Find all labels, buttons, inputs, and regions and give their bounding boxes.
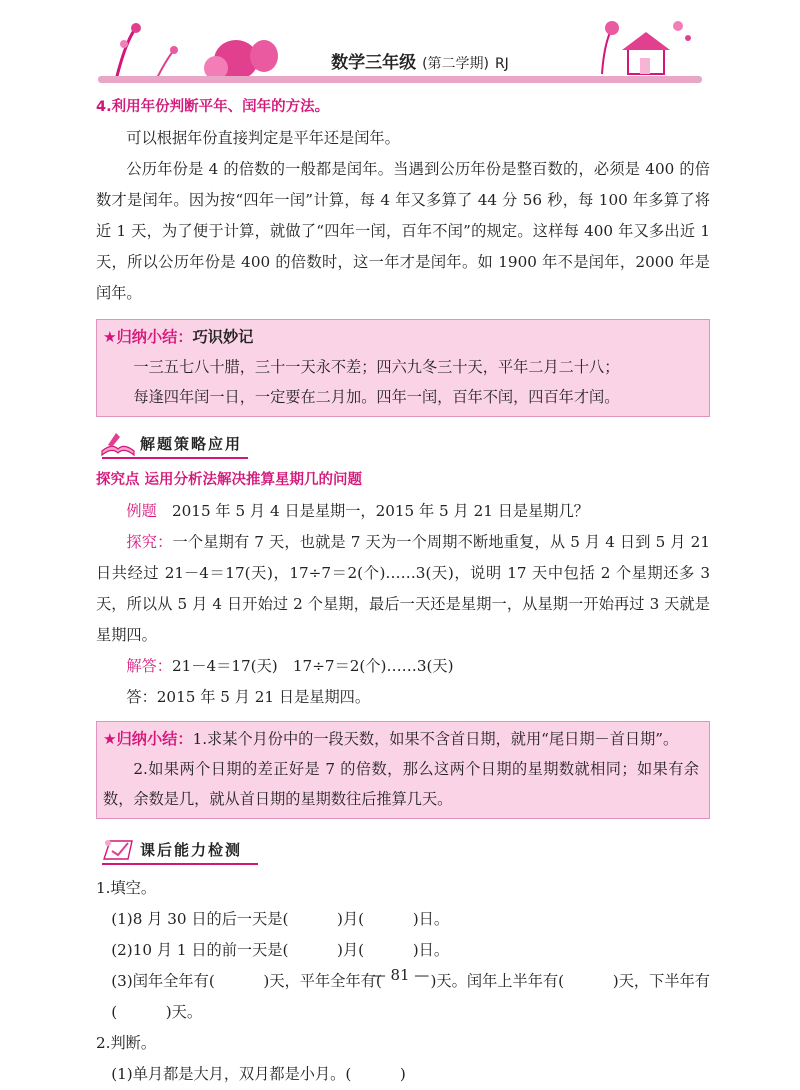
q2-1-text-a: (1)单月都是大月，双月都是小月。( (111, 1065, 352, 1083)
example-text: 2015 年 5 月 4 日是星期一，2015 年 5 月 21 日是星期几？ (171, 502, 589, 520)
q1-3-text-b: )天，平年全年有( (263, 972, 382, 990)
q1-1-text-b: )月( (337, 910, 365, 928)
q2-1-text-b: ) (399, 1065, 406, 1083)
section-check-label: 课后能力检测 (140, 841, 243, 859)
notebook-icon (98, 835, 138, 863)
summary-2-item-1-text: 1.求某个月份中的一段天数，如果不含首日期，就用“尾日期－首日期”。 (192, 730, 679, 748)
q1-1-text-a: (1)8 月 30 日的后一天是( (111, 910, 289, 928)
page-header (0, 0, 800, 90)
book-term: (第二学期) (422, 56, 490, 72)
section-strategy-header (96, 423, 710, 463)
solution-label: 解答： (126, 657, 172, 675)
page-content (96, 90, 710, 1090)
summary-2-item-2: 2.如果两个日期的差正好是 7 的倍数，那么这两个日期的星期数就相同；如果有余数，余数是几，就从首日期的星期数往后推算几天。 (103, 760, 699, 808)
question-2-title: 2.判断。 (96, 1034, 157, 1052)
q1-3-text-a: (3)闰年全年有( (111, 972, 215, 990)
book-title (300, 48, 540, 73)
summary-label: ★归纳小结： (103, 328, 193, 346)
summary-1-topic: 巧识妙记 (192, 328, 254, 346)
inquiry-text: 一个星期有 7 天，也就是 7 天为一个周期不断地重复，从 5 月 4 日到 5 月 21 日共经过 21－4＝17(天)，17÷7＝2(个)……3(天)，说明 17 天中包括 2 个星期还多 3 天，所以从 5 月 4 日开始过 2 个星期，最后一天还是星期一，从星期一开始再过 3 天就是星期四。 (96, 533, 710, 644)
page-number: — 81 — (370, 966, 430, 984)
question-1-1 (96, 904, 710, 935)
open-book-icon (98, 429, 138, 457)
summary-label: ★归纳小结： (103, 730, 193, 748)
q1-2-text-a: (2)10 月 1 日的前一天是( (111, 941, 289, 959)
inquiry-paragraph (96, 527, 710, 651)
q1-1-text-c: )日。 (412, 910, 450, 928)
example-line (96, 496, 710, 527)
method-paragraph-2: 公历年份是 4 的倍数的一般都是闰年。当遇到公历年份是整百数的，必须是 400 的倍数才是闰年。因为按“四年一闰”计算，每 4 年又多算了 44 分 56 秒，每 100 年多算了将近 1 天，为了便于计算，就做了“四年一闰，百年不闰”的规定。这样每 400 年又多出近 1 天，所以公历年份是 400 的倍数时，这一年才是闰年。如 1900 年不是闰年，2000 年是闰年。 (96, 160, 710, 302)
answer-line: 答：2015 年 5 月 21 日是星期四。 (126, 688, 371, 706)
q1-3-text-c: )天。闰年上半年有( (430, 972, 565, 990)
method-heading: 4.利用年份判断平年、闰年的方法。 (96, 99, 330, 115)
q1-3-text-e: )天。 (165, 1003, 203, 1021)
question-1-title: 1.填空。 (96, 879, 157, 897)
summary-box-2 (96, 721, 710, 819)
q1-3-text-d: )天，下半年有( (111, 972, 710, 1021)
q1-2-text-c: )日。 (412, 941, 450, 959)
mnemonic-line-2: 每逢四年闰一日，一定要在二月加。四年一闰，百年不闰，四百年才闰。 (133, 388, 620, 406)
solution-text: 21－4＝17(天) 17÷7＝2(个)……3(天) (171, 657, 454, 675)
explore-heading: 探究点 运用分析法解决推算星期几的问题 (96, 472, 363, 488)
summary-1-title (103, 322, 699, 352)
example-label: 例题 (126, 502, 157, 520)
question-1-2 (96, 935, 710, 966)
summary-box-1 (96, 319, 710, 417)
method-paragraph-1: 可以根据年份直接判定是平年还是闰年。 (126, 129, 400, 147)
book-edition: RJ (494, 56, 509, 72)
section-strategy-label: 解题策略应用 (140, 435, 243, 453)
header-rule (98, 76, 702, 83)
section-check-header (96, 829, 710, 869)
summary-2-item-1 (103, 724, 699, 754)
question-2-1 (96, 1059, 710, 1090)
q1-2-text-b: )月( (337, 941, 365, 959)
solution-line (96, 651, 710, 682)
inquiry-label: 探究： (126, 533, 173, 551)
book-title-text: 数学三年级 (331, 53, 417, 73)
mnemonic-line-1: 一三五七八十腊，三十一天永不差；四六九冬三十天，平年二月二十八； (133, 358, 620, 376)
section-strategy-underline (102, 457, 248, 459)
section-check-underline (102, 863, 258, 865)
